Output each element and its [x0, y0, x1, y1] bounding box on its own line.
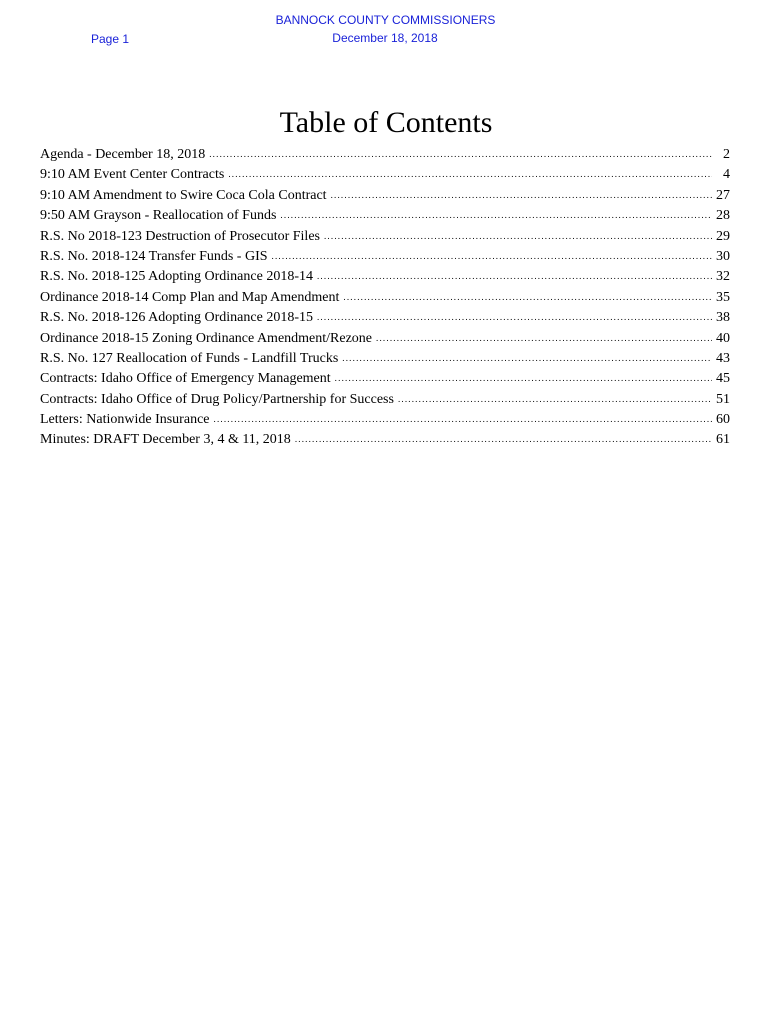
toc-entry[interactable] [40, 430, 730, 450]
toc-entry[interactable] [40, 329, 730, 349]
toc-dot-leader [335, 368, 712, 388]
toc-dot-leader [228, 164, 712, 184]
toc-dot-leader [214, 409, 713, 429]
organization-name: BANNOCK COUNTY COMMISSIONERS [275, 13, 496, 27]
toc-entry-page[interactable]: 27 [716, 187, 730, 203]
toc-entry[interactable] [40, 247, 730, 267]
toc-entry-page[interactable]: 40 [716, 330, 730, 346]
toc-entry-page[interactable]: 29 [716, 228, 730, 244]
toc-entry-label[interactable]: Minutes: DRAFT December 3, 4 & 11, 2018 [40, 432, 291, 448]
toc-entry-page[interactable]: 43 [716, 350, 730, 366]
toc-entry-page[interactable]: 4 [723, 167, 730, 183]
toc-entry-label[interactable]: R.S. No 2018-123 Destruction of Prosecutor Files [40, 228, 320, 244]
toc-entry-label[interactable]: R.S. No. 2018-124 Transfer Funds - GIS [40, 248, 268, 264]
toc-dot-leader [272, 246, 712, 266]
toc-entry[interactable] [40, 288, 730, 308]
toc-entry-label[interactable]: Agenda - December 18, 2018 [40, 147, 206, 162]
toc-entry[interactable] [40, 267, 730, 287]
meeting-date: December 18, 2018 [332, 31, 438, 45]
toc-dot-leader [343, 287, 712, 307]
toc-dot-leader [295, 429, 712, 449]
toc-entry-page[interactable]: 28 [716, 208, 730, 224]
toc-entry-page[interactable]: 60 [716, 412, 730, 428]
toc-entry-label[interactable]: Contracts: Idaho Office of Drug Policy/Partnership for Success [40, 391, 394, 407]
toc-entry-page[interactable]: 61 [716, 432, 730, 448]
toc-entry-label[interactable]: Contracts: Idaho Office of Emergency Management [40, 371, 331, 387]
toc-entry[interactable] [40, 227, 730, 247]
toc-dot-leader [209, 144, 712, 164]
toc-entry-page[interactable]: 51 [716, 391, 730, 407]
toc-entry[interactable] [40, 186, 730, 206]
toc-dot-leader [331, 185, 712, 205]
toc-entry-label[interactable]: R.S. No. 2018-126 Adopting Ordinance 2018-15 [40, 310, 313, 326]
toc-entry[interactable] [40, 206, 730, 226]
toc-entry-label[interactable]: Letters: Nationwide Insurance [40, 412, 210, 428]
toc-dot-leader [376, 328, 712, 348]
toc-entry-page[interactable]: 35 [716, 289, 730, 305]
toc-dot-leader [317, 307, 712, 327]
toc-entry-page[interactable]: 30 [716, 248, 730, 264]
toc-entry[interactable] [40, 410, 730, 430]
toc-entry-label[interactable]: Ordinance 2018-14 Comp Plan and Map Amendment [40, 289, 340, 305]
toc-dot-leader [324, 226, 712, 246]
toc-dot-leader [398, 389, 712, 409]
toc-entry-page[interactable]: 32 [716, 269, 730, 285]
toc-entry-page[interactable]: 2 [723, 147, 730, 162]
toc-entry-label[interactable]: Ordinance 2018-15 Zoning Ordinance Amendment/Rezone [40, 330, 373, 346]
toc-entry[interactable] [40, 308, 730, 328]
toc-title: Table of Contents [279, 106, 493, 139]
toc-entry-label[interactable]: R.S. No. 2018-125 Adopting Ordinance 2018-14 [40, 269, 313, 285]
toc-entry[interactable] [40, 145, 730, 165]
toc-dot-leader [317, 266, 712, 286]
toc-entry-label[interactable]: R.S. No. 127 Reallocation of Funds - Landfill Trucks [40, 350, 339, 366]
toc-entry-page[interactable]: 38 [716, 310, 730, 326]
toc-entry-label[interactable]: 9:50 AM Grayson - Reallocation of Funds [40, 208, 277, 224]
toc-entry-page[interactable]: 45 [716, 371, 730, 387]
toc-entry[interactable] [40, 390, 730, 410]
toc-dot-leader [342, 348, 712, 368]
toc-entry[interactable] [40, 349, 730, 369]
toc-dot-leader [280, 205, 712, 225]
toc-entry-label[interactable]: 9:10 AM Amendment to Swire Coca Cola Contract [40, 187, 327, 203]
toc-entry-label[interactable]: 9:10 AM Event Center Contracts [40, 167, 225, 183]
toc-entry[interactable] [40, 165, 730, 185]
page-header [0, 12, 770, 52]
toc-entry[interactable] [40, 369, 730, 389]
page-number: Page 1 [91, 32, 130, 46]
toc-list [40, 145, 730, 451]
